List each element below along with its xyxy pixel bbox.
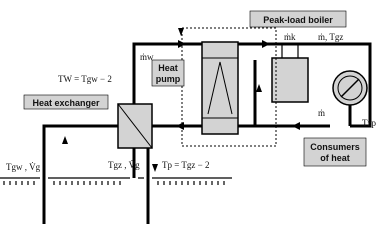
tw-eq-label: TW = Tgw − 2 bbox=[58, 74, 112, 84]
m-dot-label: ṁ bbox=[318, 108, 326, 118]
consumers-label-line2: of heat bbox=[320, 153, 350, 163]
m-tgz-label: ṁ, Tgz bbox=[318, 32, 344, 42]
well-supply-pipe bbox=[44, 126, 118, 224]
tgz-vg-label: Tgz , V̇g bbox=[108, 160, 140, 170]
arrow-hp-up bbox=[256, 84, 262, 92]
heat-pump-label-line1: Heat bbox=[158, 63, 178, 73]
arrow-return-right bbox=[292, 122, 300, 130]
arrow-top-right bbox=[262, 40, 270, 48]
ground-hatch bbox=[4, 181, 224, 185]
tp-eq-label: Tp = Tgz − 2 bbox=[162, 160, 210, 170]
tgw-vg-label: Tgw , V̇g bbox=[6, 162, 41, 172]
heat-pump-unit bbox=[202, 42, 238, 134]
arrow-well-down bbox=[152, 164, 158, 172]
boiler-box bbox=[272, 58, 308, 102]
arrow-return-left bbox=[176, 122, 184, 130]
consumers-label-line1: Consumers bbox=[310, 142, 360, 152]
t-zp-label: Tzp bbox=[362, 118, 376, 128]
m-k-label: ṁk bbox=[284, 32, 296, 42]
arrow-bypass-down bbox=[178, 28, 184, 36]
heat-pump-label-line2: pump bbox=[155, 74, 181, 84]
peak-load-boiler-label: Peak-load boiler bbox=[263, 15, 333, 25]
m-w-label: ṁw bbox=[140, 52, 154, 62]
arrow-well-up bbox=[62, 136, 68, 144]
heat-exchanger-label: Heat exchanger bbox=[32, 98, 100, 108]
boiler-inlet bbox=[282, 44, 298, 58]
